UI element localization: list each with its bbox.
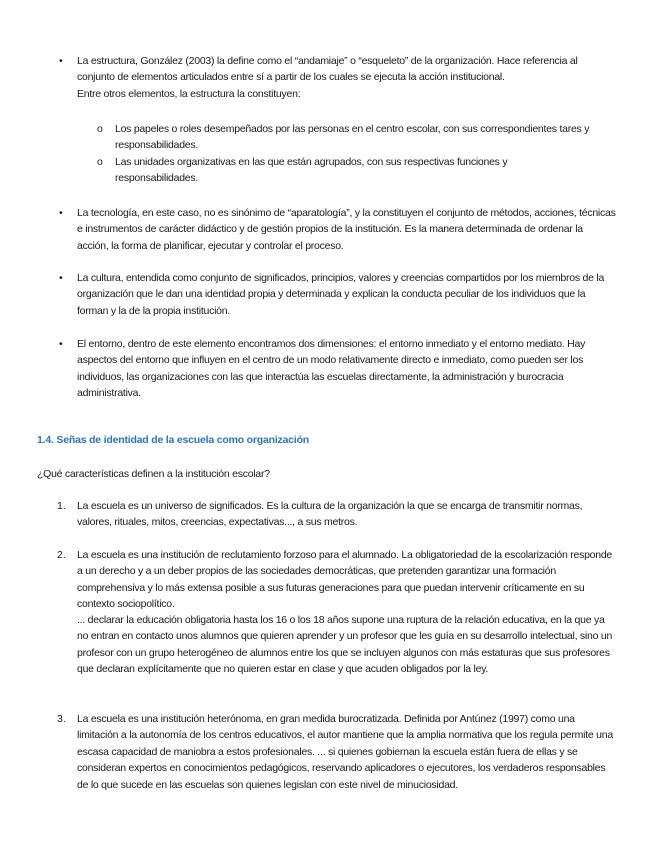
bullet-marker: • [59,55,63,67]
sub-bullet-marker: o [97,156,103,168]
sub-bullet-marker: o [97,123,103,135]
bullet-cultura-text: La cultura, entendida como conjunto de significados, principios, valores y creencias compartidos por los miembros de la organización que le dan una identidad propia y determinada y explican la conducta peculiar de los individuos que la forman y la de la propia institución. [77,272,605,317]
numbered-item-2-quote: ... declarar la educación obligatoria hasta los 16 o los 18 años supone una ruptura de la relación educativa, en la que ya no entran en contacto unos alumnos que quieren aprender y un profesor que les guía en su desarrollo intelectual, sino un profesor con un grupo heterogéneo de alumnos entre los que se incluyen algunos con más estaturas que sus profesores que declaran explícitamente que no quieren estar en clase y que acuden obligados por la ley. [77,614,613,676]
sub-bullet-unidades: Las unidades organizativas en las que están agrupados, con sus respectivas funciones y responsabilidades. [115,156,508,185]
sub-bullet-papeles: Los papeles o roles desempeñados por las personas en el centro escolar, con sus correspondientes tares y responsabilidades. [115,123,590,152]
numbered-marker: 2. [57,549,66,561]
section-heading: 1.4. Señas de identidad de la escuela como organización [37,434,310,446]
numbered-item-3-text: La escuela es una institución heterónoma, en gran medida burocratizada. Definida por Antúnez (1997) como una limitación a la autonomía de los centros educativos, el autor mantiene que la amplia normativa que los regula permite una escasa capacidad de maniobra a estos profesionales. ... si quienes gobiernan la escuela están fuera de ellas y se consideran expertos en conocimientos pedagógicos, reservando aplicadores o ejecutores, los verdaderos responsables de lo que sucede en las escuelas son quienes legislan con este nivel de minuciosidad. [77,713,613,791]
bullet-entorno-text: El entorno, dentro de este elemento encontramos dos dimensiones: el entorno inmediato y el entorno mediato. Hay aspectos del entorno que influyen en el centro de un modo relativamente directo e inmediato, como pueden ser los individuos, las organizaciones con las que interactúa las escuelas directamente, la administración y burocracia administrativa. [77,338,586,400]
bullet-estructura-extra: Entre otros elementos, la estructura la constituyen: [77,88,301,100]
numbered-item-1-text: La escuela es un universo de significados. Es la cultura de la organización la que se encarga de transmitir normas, valores, rituales, mitos, creencias, expectativas..., a sus metros. [77,500,583,529]
bullet-marker: • [59,338,63,350]
bullet-marker: • [59,272,63,284]
bullet-marker: • [59,207,63,219]
bullet-tecnologia-text: La tecnología, en este caso, no es sinónimo de “aparatología”, y la constituyen el conjunto de métodos, acciones, técnicas e instrumentos de carácter didáctico y de gestión propios de la institución. Es la manera determinada de ordenar la acción, la forma de planificar, ejecutar y controlar el proceso. [77,207,616,252]
numbered-marker: 3. [57,713,66,725]
section-question: ¿Qué características definen a la institución escolar? [37,468,270,480]
numbered-marker: 1. [57,500,66,512]
bullet-estructura-text: La estructura, González (2003) la define como el “andamiaje” o “esqueleto” de la organización. Hace referencia al conjunto de elementos articulados entre sí a partir de los cuales se ejecuta la acción institucional. [77,55,578,84]
numbered-item-2-text: La escuela es una institución de reclutamiento forzoso para el alumnado. La obligatoriedad de la escolarización responde a un derecho y a un deber propios de las sociedades democráticas, que pretenden garantizar una formación comprehensiva y lo más extensa posible a sus futuras generaciones para que puedan intervenir críticamente en su contexto sociopolítico. [77,549,613,611]
